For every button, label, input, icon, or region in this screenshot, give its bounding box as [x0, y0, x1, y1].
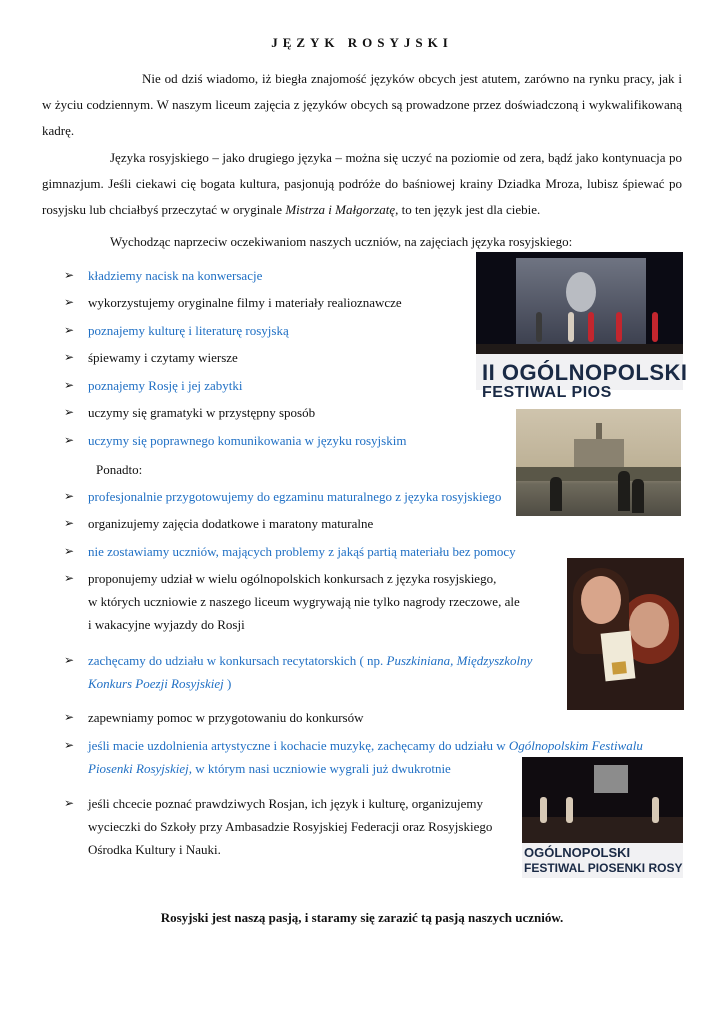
list-item-festiwal: ➢ jeśli macie uzdolnienia artystyczne i kochacie muzykę, zachęcamy do udziału w Ogólnopolskim Festiwalu Piosenki Rosyjskiej, w którym nasi uczniowie wygrali już dwukrotnie — [64, 734, 643, 780]
students-certificate-photo — [567, 558, 684, 710]
festival-stage-photo: OGÓLNOPOLSKI FESTIWAL PIOSENKI ROSY — [522, 757, 683, 878]
moscow-university-photo — [516, 409, 681, 516]
concert-stage-photo: II OGÓLNOPOLSKI FESTIWAL PIOS — [476, 252, 683, 390]
list-item: ➢ poznajemy kulturę i literaturę rosyjską — [64, 319, 289, 342]
list-item: ➢ kładziemy nacisk na konwersacje — [64, 264, 262, 287]
arrow-bullet-icon: ➢ — [64, 295, 75, 309]
arrow-bullet-icon: ➢ — [64, 268, 75, 282]
arrow-bullet-icon: ➢ — [64, 796, 75, 810]
list-item: ➢ profesjonalnie przygotowujemy do egzaminu maturalnego z języka rosyjskiego — [64, 485, 501, 508]
arrow-bullet-icon: ➢ — [64, 378, 75, 392]
arrow-bullet-icon: ➢ — [64, 653, 75, 667]
list-item-recytatorskie: ➢ zachęcamy do udziału w konkursach recytatorskich ( np. Puszkiniana, Międzyszkolny Konkurs Poezji Rosyjskiej ) — [64, 649, 532, 695]
arrow-bullet-icon: ➢ — [64, 350, 75, 364]
ponadto-label: Ponadto: — [96, 462, 143, 477]
arrow-bullet-icon: ➢ — [64, 738, 75, 752]
arrow-bullet-icon: ➢ — [64, 544, 75, 558]
intro-paragraph: Nie od dziś wiadomo, iż biegła znajomość języków obcych jest atutem, zarówno na rynku pracy, jak i w życiu codziennym. W naszym liceum zajęcia z języków obcych są prowadzone przez doświadczoną i wykwalifikowaną kadrę. — [42, 71, 682, 138]
paragraph-who-for: Języka rosyjskiego – jako drugiego języka – można się uczyć na poziomie od zera, bądź jako kontynuacja po gimnazjum. Jeśli ciekawi cię bogata kultura, pasjonują podróże do baśniowej krainy Dziadka Mroza, lubisz śpiewać po rosyjsku lub chciałbyś przeczytać w oryginale Mistrza i Małgorzatę, to ten język jest dla ciebie. — [42, 150, 682, 217]
list-item: ➢ poznajemy Rosję i jej zabytki — [64, 374, 243, 397]
arrow-bullet-icon: ➢ — [64, 516, 75, 530]
arrow-bullet-icon: ➢ — [64, 433, 75, 447]
arrow-bullet-icon: ➢ — [64, 405, 75, 419]
list-item: ➢ organizujemy zajęcia dodatkowe i maratony maturalne — [64, 512, 373, 535]
arrow-bullet-icon: ➢ — [64, 489, 75, 503]
list-item-konkursy: ➢ proponujemy udział w wielu ogólnopolskich konkursach z języka rosyjskiego, w których uczniowie z naszego liceum wygrywają nie tylko nagrody rzeczowe, ale i wakacyjne wyjazdy do Rosji — [64, 567, 520, 636]
list-item: ➢ uczymy się gramatyki w przystępny sposób — [64, 401, 315, 424]
closing-statement: Rosyjski jest naszą pasją, i staramy się zarazić tą pasją naszych uczniów. — [160, 910, 564, 925]
list-item: ➢ nie zostawiamy uczniów, mających problemy z jakąś partią materiału bez pomocy — [64, 540, 516, 563]
arrow-bullet-icon: ➢ — [64, 323, 75, 337]
page-title: JĘZYK ROSYJSKI — [271, 35, 453, 50]
list-item: ➢ zapewniamy pomoc w przygotowaniu do konkursów — [64, 706, 363, 729]
list-item: ➢ wykorzystujemy oryginalne filmy i materiały realioznawcze — [64, 291, 402, 314]
arrow-bullet-icon: ➢ — [64, 571, 75, 585]
lead-text: Wychodząc naprzeciw oczekiwaniom naszych uczniów, na zajęciach języka rosyjskiego: — [110, 234, 573, 249]
arrow-bullet-icon: ➢ — [64, 710, 75, 724]
list-item: ➢ śpiewamy i czytamy wiersze — [64, 346, 238, 369]
list-item: ➢ uczymy się poprawnego komunikowania w języku rosyjskim — [64, 429, 406, 452]
list-item-wycieczki: ➢ jeśli chcecie poznać prawdziwych Rosjan, ich język i kulturę, organizujemy wycieczki do Szkoły przy Ambasadzie Rosyjskiej Federacji oraz Rosyjskiego Ośrodka Kultury i Nauki. — [64, 792, 492, 861]
